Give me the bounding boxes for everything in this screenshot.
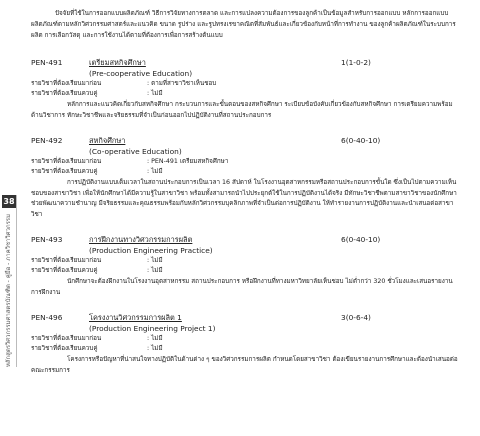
course-description: โครงการหรือปัญหาที่น่าสนใจทางปฏิบัติในด้านต่าง ๆ ของวิศวกรรมการผลิต กำหนดโดยสาขาวิชา ต้องเขียนรายงานการศึกษาและต้องนำเสนอต่อคณะกรรมการ bbox=[31, 356, 458, 374]
course-credits: 3(0-6-4) bbox=[341, 313, 371, 322]
prerequisite-value: : PEN-491 เตรียมสหกิจศึกษา bbox=[147, 158, 229, 165]
course-entry bbox=[31, 234, 463, 298]
intro-paragraph: ปัจจัยที่ใช้ในการออกแบบผลิตภัณฑ์ วิธีการวิจัยทางการตลาด และการแปลงความต้องการของลูกค้าเป็นข้อมูลสำหรับการออกแบบ หลักการออกแบบผลิตภัณฑ์ตามหลักวิศวกรรมศาสตร์และแนวคิด ขนาด รูปร่าง และรูปทรงเรขาคณิตที่สัมพันธ์และเกี่ยวข้องกับหน้าที่การทำงาน ของลูกค้าผลิตภัณฑ์ในระบบการผลิต การเลือกวัสดุ และการใช้งานได้ตามที่ต้องการเพื่อการสร้างต้นแบบ bbox=[31, 10, 456, 39]
course-code: PEN-493 bbox=[31, 235, 63, 244]
prerequisite-label: รายวิชาที่ต้องเรียนมาก่อน bbox=[31, 158, 102, 165]
prerequisite-value: : ไม่มี bbox=[147, 257, 163, 264]
prerequisite-row bbox=[31, 79, 463, 89]
prerequisite-value: : ไม่มี bbox=[147, 335, 163, 342]
corequisite-label: รายวิชาที่ต้องเรียนควบคู่ bbox=[31, 168, 98, 175]
course-header bbox=[31, 312, 463, 323]
prerequisite-label: รายวิชาที่ต้องเรียนมาก่อน bbox=[31, 335, 102, 342]
course-entry bbox=[31, 57, 463, 121]
course-title-thai: สหกิจศึกษา bbox=[89, 136, 126, 145]
corequisite-label: รายวิชาที่ต้องเรียนควบคู่ bbox=[31, 90, 98, 97]
course-header bbox=[31, 234, 463, 245]
course-entry bbox=[31, 312, 463, 376]
corequisite-value: : ไม่มี bbox=[147, 267, 163, 274]
course-description: การปฏิบัติงานแบบเต็มเวลาในสถานประกอบการเป็นเวลา 16 สัปดาห์ ในโรงงานอุตสาหกรรมหรือสถานประกอบการขั้นใด ซึ่งเป็นไปตามความเห็นชอบของสาขาวิชา เพื่อให้นักศึกษาได้มีความรู้ในสาขาวิชา พร้อมทั้งสามารถนำไปประยุกต์ใช้ในการปฏิบัติงานได้จริง มีทักษะวิชาชีพตามสาขาวิชาของนักศึกษา ช่วยพัฒนาความชำนาญ มีจริยธรรมและคุณธรรมพร้อมกับหลักวิศวกรรมบุคลิกภาพที่จำเป็นต่อการปฏิบัติงาน ให้ทำรายงานการปฏิบัติงานและนำเสนอต่อสาขาวิชา bbox=[31, 179, 457, 218]
course-header bbox=[31, 135, 463, 146]
course-title-english: (Pre-cooperative Education) bbox=[89, 69, 193, 78]
course-title-thai: การฝึกงานทางวิศวกรรมการผลิต bbox=[89, 235, 193, 244]
course-header bbox=[31, 57, 463, 68]
course-description: หลักการและแนวคิดเกี่ยวกับสหกิจศึกษา กระบวนการและขั้นตอนของสหกิจศึกษา ระเบียบข้อบังคับเกี่ยวข้องกับสหกิจศึกษา การเตรียมความพร้อมด้านวิชาการ ทักษะวิชาชีพและจริยธรรมที่จำเป็นก่อนออกไปปฏิบัติงานที่สถานประกอบการ bbox=[31, 101, 453, 119]
prerequisite-label: รายวิชาที่ต้องเรียนมาก่อน bbox=[31, 80, 102, 87]
course-code: PEN-496 bbox=[31, 313, 63, 322]
prerequisite-row bbox=[31, 157, 463, 167]
corequisite-row bbox=[31, 167, 463, 177]
corequisite-value: : ไม่มี bbox=[147, 90, 163, 97]
corequisite-row bbox=[31, 89, 463, 99]
course-description: นักศึกษาจะต้องฝึกงานในโรงงานอุตสาหกรรม สถานประกอบการ หรือฝึกงานที่ทางมหาวิทยาลัยเห็นชอบ ไม่ต่ำกว่า 320 ชั่วโมงและเสนอรายงานการฝึกงาน bbox=[31, 278, 453, 296]
course-title-english: (Production Engineering Project 1) bbox=[89, 324, 216, 333]
prerequisite-row bbox=[31, 256, 463, 266]
prerequisite-label: รายวิชาที่ต้องเรียนมาก่อน bbox=[31, 257, 102, 264]
course-title-thai: เตรียมสหกิจศึกษา bbox=[89, 58, 146, 67]
corequisite-label: รายวิชาที่ต้องเรียนควบคู่ bbox=[31, 267, 98, 274]
document-body bbox=[31, 8, 463, 390]
corequisite-value: : ไม่มี bbox=[147, 168, 163, 175]
page-number: 38 bbox=[3, 197, 15, 206]
course-credits: 1(1-0-2) bbox=[341, 58, 371, 67]
course-code: PEN-492 bbox=[31, 136, 63, 145]
course-title-thai: โครงงานวิศวกรรมการผลิต 1 bbox=[89, 313, 182, 322]
prerequisite-value: : ตามที่สาขาวิชาเห็นชอบ bbox=[147, 80, 217, 87]
course-code: PEN-491 bbox=[31, 58, 63, 67]
corequisite-row bbox=[31, 344, 463, 354]
course-entry bbox=[31, 135, 463, 220]
course-credits: 6(0-40-10) bbox=[341, 136, 381, 145]
side-tab bbox=[2, 195, 17, 367]
course-title-english: (Co-operative Education) bbox=[89, 147, 182, 156]
corequisite-row bbox=[31, 266, 463, 276]
side-tab-text: หลักสูตรวิศวกรรมศาสตรบัณฑิต - คู่มือ - ภาควิชาวิศวกรรม bbox=[5, 214, 12, 368]
corequisite-label: รายวิชาที่ต้องเรียนควบคู่ bbox=[31, 345, 98, 352]
prerequisite-row bbox=[31, 334, 463, 344]
course-credits: 6(0-40-10) bbox=[341, 235, 381, 244]
corequisite-value: : ไม่มี bbox=[147, 345, 163, 352]
course-title-english: (Production Engineering Practice) bbox=[89, 246, 213, 255]
